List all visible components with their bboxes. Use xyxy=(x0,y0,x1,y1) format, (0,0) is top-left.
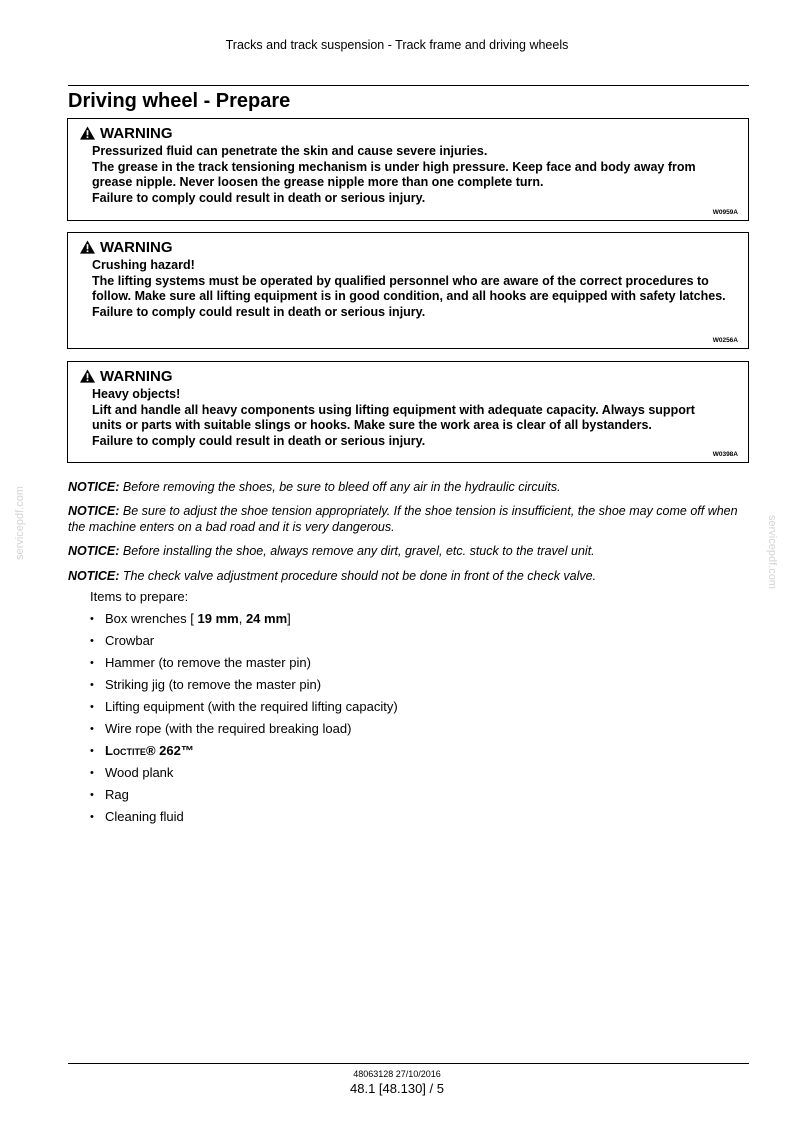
warning-line: Pressurized fluid can penetrate the skin and cause severe injuries. xyxy=(92,144,488,158)
warning-label: WARNING xyxy=(100,124,173,142)
notice-2 xyxy=(68,504,753,535)
item-text: Crowbar xyxy=(105,633,155,648)
warning-text-3 xyxy=(80,387,738,449)
bullet: • xyxy=(90,635,94,647)
list-item xyxy=(90,697,398,719)
notice-1 xyxy=(68,480,758,496)
wrench-size: 19 mm xyxy=(197,611,239,626)
warning-label: WARNING xyxy=(100,367,173,385)
notice-text: Be sure to adjust the shoe tension appropriately. If the shoe tension is insufficient, the shoe may come off when the machine enters on a bad road and it is very dangerous. xyxy=(68,504,738,534)
warning-line: Crushing hazard! xyxy=(92,258,195,272)
notice-3 xyxy=(68,544,758,560)
page-title: Driving wheel - Prepare xyxy=(68,90,291,112)
warning-text-2 xyxy=(80,258,738,320)
bullet: • xyxy=(90,657,94,669)
wrench-size: 24 mm xyxy=(245,611,288,626)
warning-code: W0959A xyxy=(712,209,738,216)
footer-doc-ref: 48063128 27/10/2016 xyxy=(353,1069,441,1079)
list-item xyxy=(90,653,398,675)
item-text: ] xyxy=(287,611,291,626)
item-text: Striking jig (to remove the master pin) xyxy=(105,677,322,692)
running-header: Tracks and track suspension - Track frame and driving wheels xyxy=(225,38,569,52)
warning-box-2 xyxy=(67,232,749,349)
warning-heading-3 xyxy=(80,365,738,387)
items-list xyxy=(90,609,398,829)
notice-text: Before removing the shoes, be sure to bleed off any air in the hydraulic circuits. xyxy=(122,480,561,494)
list-item xyxy=(90,631,398,653)
bullet: • xyxy=(90,723,94,735)
item-text: , xyxy=(238,611,246,626)
warning-triangle-icon xyxy=(80,240,95,254)
list-item xyxy=(90,763,398,785)
notice-label: NOTICE: xyxy=(68,569,120,583)
item-text: Lifting equipment (with the required lifting capacity) xyxy=(105,699,398,714)
warning-label: WARNING xyxy=(100,238,173,256)
header-divider xyxy=(68,85,749,86)
watermark-left: servicepdf.com xyxy=(14,486,26,560)
warning-code: W0256A xyxy=(712,337,738,344)
bullet: • xyxy=(90,701,94,713)
warning-line: Failure to comply could result in death or serious injury. xyxy=(92,190,426,205)
warning-triangle-icon xyxy=(80,369,95,383)
notice-text: The check valve adjustment procedure should not be done in front of the check valve. xyxy=(122,569,597,583)
item-text: Wire rope (with the required breaking load) xyxy=(105,721,352,736)
item-text: Hammer (to remove the master pin) xyxy=(105,655,311,670)
warning-line: Failure to comply could result in death or serious injury. xyxy=(92,304,426,319)
item-text: Box wrenches [ xyxy=(105,611,198,626)
warning-line: Lift and handle all heavy components using lifting equipment with adequate capacity. Always support units or parts with suitable slings or hooks. Make sure the work area is clear of all bystanders. xyxy=(92,402,695,432)
list-item xyxy=(90,741,398,763)
warning-line: Failure to comply could result in death or serious injury. xyxy=(92,433,426,448)
notice-text: Before installing the shoe, always remove any dirt, gravel, etc. stuck to the travel unit. xyxy=(122,544,595,558)
list-item xyxy=(90,719,398,741)
item-box-wrenches xyxy=(105,609,291,631)
item-text: Rag xyxy=(105,787,129,802)
warning-code: W0398A xyxy=(712,451,738,458)
bullet: • xyxy=(90,679,94,691)
bullet: • xyxy=(90,789,94,801)
bullet: • xyxy=(90,613,94,625)
bullet: • xyxy=(90,767,94,779)
warning-box-3 xyxy=(67,361,749,463)
warning-box-1 xyxy=(67,118,749,221)
warning-heading-1 xyxy=(80,122,738,144)
bullet: • xyxy=(90,811,94,823)
items-intro: Items to prepare: xyxy=(90,589,189,604)
warning-heading-2 xyxy=(80,236,738,258)
watermark-right: servicepdf.com xyxy=(766,515,778,589)
list-item xyxy=(90,785,398,807)
notice-label: NOTICE: xyxy=(68,544,120,558)
list-item xyxy=(90,609,398,631)
list-item xyxy=(90,807,398,829)
warning-triangle-icon xyxy=(80,126,95,140)
list-item xyxy=(90,675,398,697)
bullet: • xyxy=(90,745,94,757)
item-text: Wood plank xyxy=(105,765,174,780)
footer-divider xyxy=(68,1063,749,1064)
footer-page-ref: 48.1 [48.130] / 5 xyxy=(350,1081,444,1096)
warning-line: Heavy objects! xyxy=(92,387,181,401)
item-text: Loctite® 262™ xyxy=(105,743,194,758)
notice-label: NOTICE: xyxy=(68,480,120,494)
warning-line: The lifting systems must be operated by qualified personnel who are aware of the correct procedures to follow. Make sure all lifting equipment is in good condition, and all hooks are equipped with safety latches. xyxy=(92,273,726,303)
warning-line: The grease in the track tensioning mechanism is under high pressure. Keep face and body away from grease nipple. Never loosen the grease nipple more than one complete turn. xyxy=(92,159,696,189)
notice-4 xyxy=(68,569,758,585)
warning-text-1 xyxy=(80,144,738,206)
item-text: Cleaning fluid xyxy=(105,809,184,824)
item-loctite xyxy=(105,741,194,763)
notice-label: NOTICE: xyxy=(68,504,120,518)
